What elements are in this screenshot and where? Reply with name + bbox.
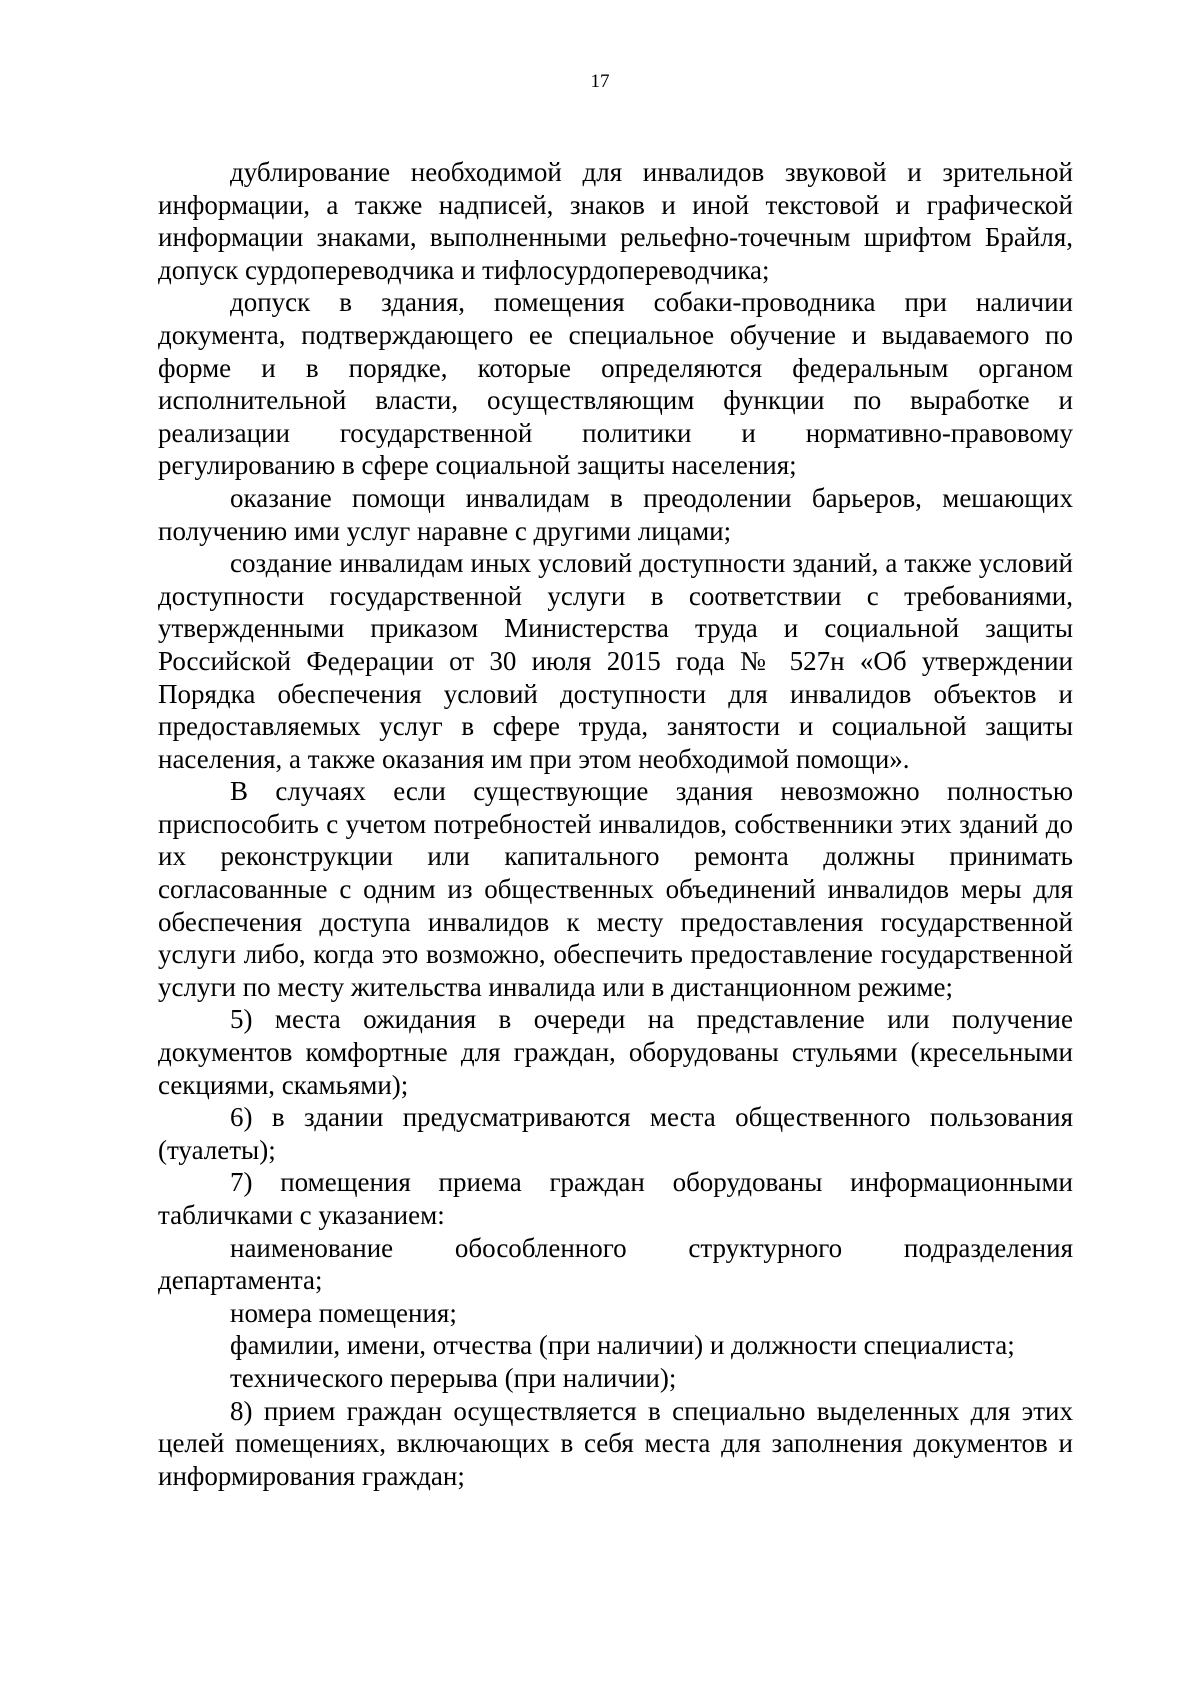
paragraph-accessibility-conditions: создание инвалидам иных условий доступности зданий, а также условий доступности государственной услуги в соответствии с требованиями, утвержденными приказом Министерства труда и социальной защиты Российской Федерации от 30 июля 2015 года № 527н «Об утверждении Порядка обеспечения условий доступности для инвалидов объектов и предоставляемых услуг в сфере труда, занятости и социальной защиты населения, а также оказания им при этом необходимой помощи». — [158, 548, 1073, 774]
document-body — [158, 156, 1073, 1492]
paragraph-braille-duplication: дублирование необходимой для инвалидов звуковой и зрительной информации, а также надписей, знаков и иной текстовой и графической информации знаками, выполненными рельефно-точечным шрифтом Брайля, допуск сурдопереводчика и тифлосурдопереводчика; — [158, 157, 1073, 285]
page-number: 17 — [590, 71, 610, 92]
paragraph-item-5: 5) места ожидания в очереди на представление или получение документов комфортные для граждан, оборудованы стульями (кресельными секциями, скамьями); — [158, 1004, 1073, 1100]
paragraph-item-6: 6) в здании предусматриваются места общественного пользования (туалеты); — [158, 1102, 1073, 1165]
paragraph-specialist-name: фамилии, имени, отчества (при наличии) и должности специалиста; — [230, 1330, 1015, 1361]
paragraph-item-7: 7) помещения приема граждан оборудованы информационными табличками с указанием: — [158, 1167, 1073, 1230]
paragraph-item-8: 8) прием граждан осуществляется в специально выделенных для этих целей помещениях, включающих в себя места для заполнения документов и информирования граждан; — [158, 1395, 1073, 1491]
paragraph-department-name: наименование обособленного структурного подразделения департамента; — [158, 1232, 1073, 1296]
paragraph-room-number: номера помещения; — [230, 1297, 457, 1328]
paragraph-existing-buildings: В случаях если существующие здания невозможно полностью приспособить с учетом потребностей инвалидов, собственники этих зданий до их реконструкции или капитального ремонта должны принимать согласованные с одним из общественных объединений инвалидов меры для обеспечения доступа инвалидов к месту предоставления государственной услуги либо, когда это возможно, обеспечить предоставление государственной услуги по месту жительства инвалида или в дистанционном режиме; — [158, 776, 1073, 1002]
paragraph-assistance: оказание помощи инвалидам в преодолении барьеров, мешающих получению ими услуг наравне с другими лицами; — [158, 482, 1073, 546]
paragraph-technical-break: технического перерыва (при наличии); — [230, 1362, 677, 1393]
paragraph-guide-dog: допуск в здания, помещения собаки-проводника при наличии документа, подтверждающего ее специальное обучение и выдаваемого по форме и в порядке, которые определяются федеральным органом исполнительной власти, осуществляющим функции по выработке и реализации государственной политики и нормативно-правовому регулированию в сфере социальной защиты населения; — [158, 287, 1073, 481]
